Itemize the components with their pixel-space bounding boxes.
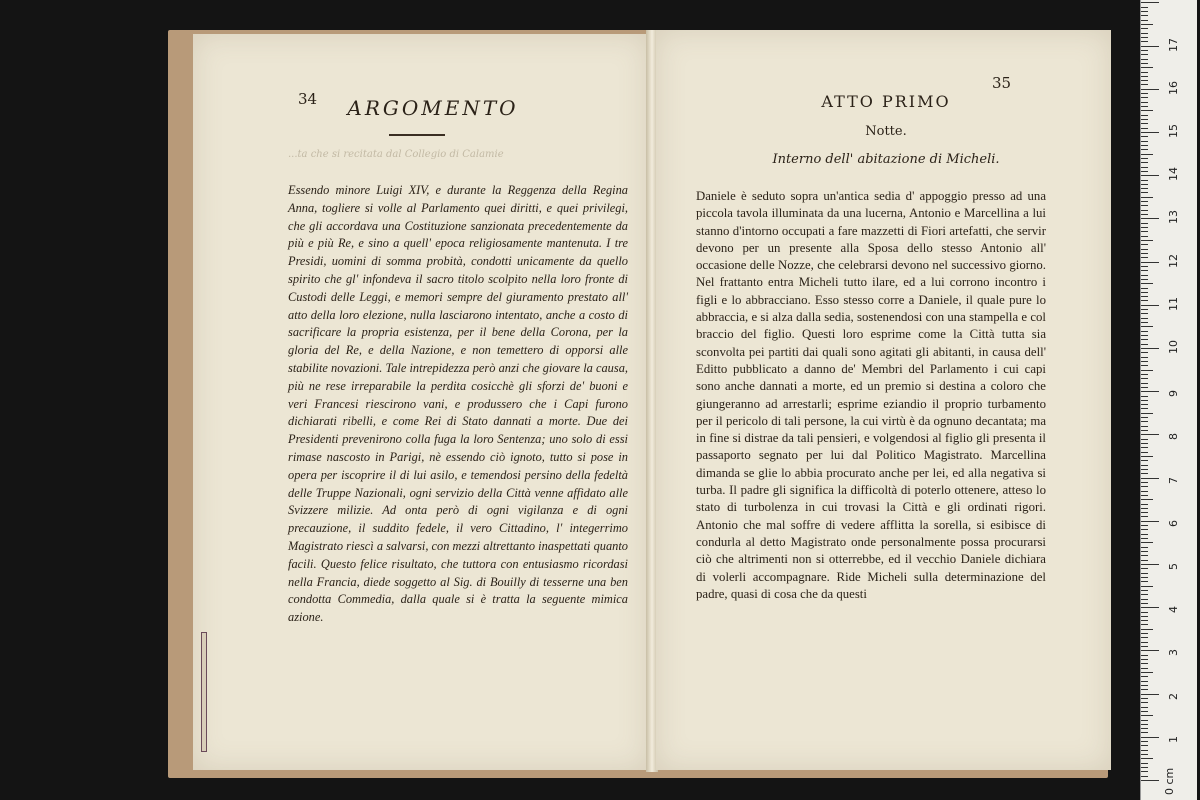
act-heading: ATTO PRIMO [821, 92, 951, 111]
ruler-tick [1141, 357, 1148, 358]
ruler-tick [1141, 629, 1153, 630]
ruler-tick [1141, 663, 1148, 664]
ruler-tick [1141, 218, 1159, 219]
ruler-tick [1141, 594, 1148, 595]
ruler-tick [1141, 352, 1148, 353]
ruler-tick [1141, 365, 1148, 366]
ruler-tick [1141, 192, 1148, 193]
ruler-number: 7 [1167, 476, 1180, 484]
ruler-tick [1141, 231, 1148, 232]
ruler-tick [1141, 300, 1148, 301]
ruler-tick [1141, 491, 1148, 492]
ruler-tick [1141, 154, 1153, 155]
ruler-tick [1141, 123, 1148, 124]
ruler-tick [1141, 443, 1148, 444]
ruler-tick [1141, 387, 1148, 388]
ruler-tick [1141, 728, 1148, 729]
ruler-tick [1141, 141, 1148, 142]
ruler-tick [1141, 434, 1159, 435]
time-subheading: Notte. [865, 124, 907, 139]
ruler-number: 16 [1167, 80, 1180, 95]
ruler-tick [1141, 469, 1148, 470]
ruler-tick [1141, 456, 1153, 457]
ruler-tick [1141, 257, 1148, 258]
ruler-tick [1141, 659, 1148, 660]
page-number-left: 34 [298, 90, 318, 108]
ruler-tick [1141, 499, 1153, 500]
ruler-tick [1141, 447, 1148, 448]
ruler-tick [1141, 715, 1153, 716]
measurement-ruler [1140, 0, 1197, 800]
ruler-tick [1141, 720, 1148, 721]
ruler-tick [1141, 41, 1148, 42]
ruler-tick [1141, 7, 1148, 8]
ruler-tick [1141, 339, 1148, 340]
ruler-tick [1141, 612, 1148, 613]
scene-description: Interno dell' abitazione di Micheli. [772, 152, 1000, 167]
ruler-tick [1141, 637, 1148, 638]
ruler-tick [1141, 46, 1159, 47]
ruler-tick [1141, 473, 1148, 474]
ruler-tick [1141, 80, 1148, 81]
ruler-tick [1141, 167, 1148, 168]
ruler-tick [1141, 763, 1148, 764]
ruler-tick [1141, 54, 1148, 55]
ruler-tick [1141, 391, 1159, 392]
ruler-tick [1141, 750, 1148, 751]
ruler-tick [1141, 642, 1148, 643]
ruler-tick [1141, 460, 1148, 461]
ruler-tick [1141, 244, 1148, 245]
right-page-body [696, 188, 1046, 603]
ruler-number: 11 [1167, 296, 1180, 311]
ruler-tick [1141, 305, 1159, 306]
ruler-tick [1141, 249, 1148, 250]
ruler-tick [1141, 283, 1153, 284]
ruler-tick [1141, 599, 1148, 600]
ruler-tick [1141, 767, 1148, 768]
ruler-tick [1141, 288, 1148, 289]
ruler-tick [1141, 63, 1148, 64]
ruler-tick [1141, 370, 1153, 371]
ruler-tick [1141, 149, 1148, 150]
ruler-tick [1141, 776, 1148, 777]
ruler-tick [1141, 724, 1148, 725]
ruler-tick [1141, 694, 1159, 695]
ruler-tick [1141, 262, 1159, 263]
ruler-tick [1141, 512, 1148, 513]
ruler-tick [1141, 162, 1148, 163]
ruler-tick [1141, 465, 1148, 466]
ruler-tick [1141, 348, 1159, 349]
ruler-tick [1141, 758, 1153, 759]
ruler-tick [1141, 698, 1148, 699]
ruler-tick [1141, 534, 1148, 535]
ruler-number: 3 [1167, 649, 1180, 657]
ruler-tick [1141, 439, 1148, 440]
ruler-tick [1141, 2, 1159, 3]
ruler-tick [1141, 568, 1148, 569]
ruler-tick [1141, 586, 1153, 587]
ruler-tick [1141, 529, 1148, 530]
ruler-tick [1141, 171, 1148, 172]
act-paragraph: Daniele è seduto sopra un'antica sedia d' appoggio presso ad una piccola tavola illuminata da una lucerna, Antonio e Marcellina a lui stanno d'intorno occupati a fare mazzetti di Fiori artefatti, che servir devono per un presente alla Sposa dello stesso Antonio all' occasione delle Nozze, che celebrarsi devono nel successivo giorno. Nel frattanto entra Micheli tutto ilare, ed a lui corrono incontro i figli e lo abbracciano. Esso stesso corre a Daniele, il quale pure lo abbraccia, e si alza dalla sedia, sostenendosi con una stampella e col braccio del figlio. Questi loro esprime come la Città tutta sia sconvolta pei partiti dai quali sono agitati gli abitanti, in causa dell' Editto pubblicato a danno de' Membri del Parlamento i cui capi sono anche dannati a morte, ed un premio si destina a coloro che giungeranno ad arrestarli; esprime eziandio il proprio turbamento per il pericolo di tali persone, la cui virtù è da ognuno decantata; ma in fine si distrae da tali pensieri, e volgendosi al figlio gli presenta il passaporto segnato per lui dal Politico Magistrato. Marcellina dimanda se glie lo abbia procurato anche per lei, ed alla negativa si turba. Il padre gli significa la difficoltà di poterlo ottenere, atteso lo stato di turbolenza in cui trovasi la Città e gli ordinati rigori. Antonio che mal soffre di vedere afflitta la sorella, si esibisce di condurla al detto Magistrato onde personalmente possa procurarsi ciò che altrimenti non si otterrebbe, ed il vecchio Daniele dichiara di volerli accompagnare. Ride Micheli sulla determinazione del padre, quasi di cosa che da questi [696, 189, 1046, 601]
ruler-tick [1141, 326, 1153, 327]
ruler-tick [1141, 361, 1148, 362]
ruler-tick [1141, 426, 1148, 427]
ruler-tick [1141, 313, 1148, 314]
ruler-number: 4 [1167, 606, 1180, 614]
ruler-tick [1141, 201, 1148, 202]
ruler-tick [1141, 240, 1153, 241]
ruler-tick [1141, 309, 1148, 310]
ruler-tick [1141, 331, 1148, 332]
ruler-tick [1141, 37, 1148, 38]
ruler-tick [1141, 97, 1148, 98]
ruler-tick [1141, 676, 1148, 677]
ruler-tick [1141, 266, 1148, 267]
ruler-tick [1141, 681, 1148, 682]
binding-clip [201, 632, 207, 752]
ruler-tick [1141, 275, 1148, 276]
ruler-tick [1141, 408, 1148, 409]
ruler-tick [1141, 551, 1148, 552]
heading-rule [389, 134, 445, 136]
ruler-tick [1141, 132, 1159, 133]
ruler-tick [1141, 741, 1148, 742]
ruler-tick [1141, 620, 1148, 621]
ruler-tick [1141, 685, 1148, 686]
ruler-tick [1141, 560, 1148, 561]
ruler-tick [1141, 396, 1148, 397]
ruler-number: 5 [1167, 563, 1180, 570]
ruler-tick [1141, 452, 1148, 453]
ruler-unit-label: 0 cm [1163, 767, 1176, 795]
ruler-tick [1141, 603, 1148, 604]
ruler-tick [1141, 633, 1148, 634]
ruler-tick [1141, 20, 1148, 21]
ruler-tick [1141, 745, 1148, 746]
ruler-tick [1141, 11, 1148, 12]
ruler-tick [1141, 581, 1148, 582]
ruler-tick [1141, 413, 1153, 414]
ruler-tick [1141, 404, 1148, 405]
bleed-through-text: ...ta che si recitata dal Collegio di Calamie [288, 149, 504, 160]
ruler-tick [1141, 707, 1148, 708]
ruler-tick [1141, 616, 1148, 617]
ruler-tick [1141, 84, 1148, 85]
ruler-tick [1141, 573, 1148, 574]
ruler-number: 2 [1167, 692, 1180, 700]
ruler-tick [1141, 430, 1148, 431]
ruler-tick [1141, 180, 1148, 181]
ruler-number: 12 [1167, 253, 1180, 268]
ruler-number: 1 [1167, 735, 1180, 743]
ruler-tick [1141, 236, 1148, 237]
ruler-tick [1141, 158, 1148, 159]
ruler-tick [1141, 421, 1148, 422]
ruler-tick [1141, 102, 1148, 103]
ruler-tick [1141, 780, 1159, 781]
left-page-body [288, 182, 628, 627]
page-heading-left: ARGOMENTO [347, 96, 519, 120]
ruler-tick [1141, 184, 1148, 185]
ruler-tick [1141, 737, 1159, 738]
ruler-tick [1141, 672, 1153, 673]
ruler-tick [1141, 771, 1148, 772]
ruler-tick [1141, 400, 1148, 401]
ruler-tick [1141, 668, 1148, 669]
argomento-paragraph: Essendo minore Luigi XIV, e durante la Reggenza della Regina Anna, togliere si volle al Parlamento quei diritti, e quei privilegi, che gli accordava una Costituzione sanzionata precedentemente da più e più Re, e sino a quell' epoca religiosamente mantenuta. I tre Presidi, uomini di somma probità, condotti unicamente da quello spirito che gl' infondeva il sacro titolo scolpito nella loro fronte di Custodi delle Leggi, e memori sempre del giuramento prestato all' atto della loro elezione, nulla lasciarono intentato, anche a costo di sacrificare la propria esistenza, per il bene della Corona, per la gloria del Re, e della Nazione, e non temettero di opporsi alle stabilite novazioni. Tale intrepidezza però anzi che giovare la causa, più ne rese irreparabile la perdita cosicchè gli sforzi de' buoni e veri Francesi riescirono vani, e produssero che i Capi furono dichiarati ribelli, e come Rei di Stato dannati a morte. Due dei Presidenti prevenirono colla fuga la loro Sentenza; uno solo di essi rimase nascosto in Parigi, nè essendo ciò ignoto, tutto si pose in opera per iscoprire il di lui asilo, e temendosi persino della fedeltà delle Truppe Nazionali, ogni servizio della Città venne affidato alle Svizzere milizie. Ad onta però di ogni vigilanza e di ogni precauzione, il suddito fedele, il vero Cittadino, l' integerrimo Magistrato riescì a salvarsi, con mezzi altrettanto inaspettati quanto facili. Questo felice risultato, che tuttora con entusiasmo ricordasi nella Francia, diede soggetto al Sig. di Bouilly di tesserne una ben condotta Commedia, dalla quale si è tratta la seguente mimica azione. [288, 183, 628, 625]
ruler-tick [1141, 646, 1148, 647]
ruler-tick [1141, 486, 1148, 487]
ruler-tick [1141, 504, 1148, 505]
ruler-tick [1141, 119, 1148, 120]
ruler-tick [1141, 270, 1148, 271]
right-page [656, 30, 1111, 770]
ruler-tick [1141, 93, 1148, 94]
ruler-tick [1141, 521, 1159, 522]
ruler-tick [1141, 711, 1148, 712]
ruler-tick [1141, 732, 1148, 733]
ruler-tick [1141, 210, 1148, 211]
ruler-tick [1141, 67, 1153, 68]
ruler-tick [1141, 689, 1148, 690]
ruler-tick [1141, 754, 1148, 755]
ruler-tick [1141, 624, 1148, 625]
ruler-tick [1141, 136, 1148, 137]
ruler-tick [1141, 564, 1159, 565]
ruler-tick [1141, 296, 1148, 297]
ruler-tick [1141, 516, 1148, 517]
ruler-tick [1141, 76, 1148, 77]
ruler-tick [1141, 555, 1148, 556]
ruler-number: 17 [1167, 37, 1180, 52]
ruler-tick [1141, 542, 1153, 543]
ruler-tick [1141, 590, 1148, 591]
ruler-tick [1141, 50, 1148, 51]
ruler-tick [1141, 322, 1148, 323]
ruler-tick [1141, 495, 1148, 496]
ruler-tick [1141, 378, 1148, 379]
ruler-tick [1141, 175, 1159, 176]
ruler-tick [1141, 383, 1148, 384]
ruler-tick [1141, 33, 1148, 34]
ruler-tick [1141, 72, 1148, 73]
ruler-tick [1141, 24, 1153, 25]
ruler-tick [1141, 650, 1159, 651]
ruler-tick [1141, 197, 1153, 198]
ruler-number: 6 [1167, 519, 1180, 527]
ruler-number: 13 [1167, 210, 1180, 225]
ruler-tick [1141, 89, 1159, 90]
ruler-tick [1141, 128, 1148, 129]
page-number-right: 35 [992, 74, 1012, 92]
ruler-tick [1141, 205, 1148, 206]
ruler-tick [1141, 145, 1148, 146]
ruler-number: 8 [1167, 433, 1180, 441]
ruler-tick [1141, 417, 1148, 418]
ruler-tick [1141, 115, 1148, 116]
ruler-tick [1141, 577, 1148, 578]
ruler-tick [1141, 223, 1148, 224]
ruler-tick [1141, 110, 1153, 111]
ruler-tick [1141, 538, 1148, 539]
ruler-number: 14 [1167, 167, 1180, 182]
ruler-tick [1141, 335, 1148, 336]
ruler-tick [1141, 702, 1148, 703]
ruler-tick [1141, 607, 1159, 608]
ruler-tick [1141, 655, 1148, 656]
ruler-tick [1141, 106, 1148, 107]
ruler-tick [1141, 525, 1148, 526]
ruler-tick [1141, 15, 1148, 16]
ruler-tick [1141, 59, 1148, 60]
ruler-tick [1141, 478, 1159, 479]
ruler-number: 9 [1167, 390, 1180, 398]
ruler-tick [1141, 279, 1148, 280]
ruler-tick [1141, 28, 1148, 29]
ruler-tick [1141, 318, 1148, 319]
ruler-tick [1141, 374, 1148, 375]
ruler-tick [1141, 344, 1148, 345]
left-page [193, 34, 648, 770]
ruler-number: 10 [1167, 340, 1180, 354]
ruler-tick [1141, 292, 1148, 293]
ruler-tick [1141, 253, 1148, 254]
ruler-tick [1141, 508, 1148, 509]
ruler-tick [1141, 188, 1148, 189]
ruler-number: 15 [1167, 124, 1180, 138]
ruler-tick [1141, 227, 1148, 228]
ruler-tick [1141, 547, 1148, 548]
ruler-tick [1141, 482, 1148, 483]
ruler-tick [1141, 214, 1148, 215]
